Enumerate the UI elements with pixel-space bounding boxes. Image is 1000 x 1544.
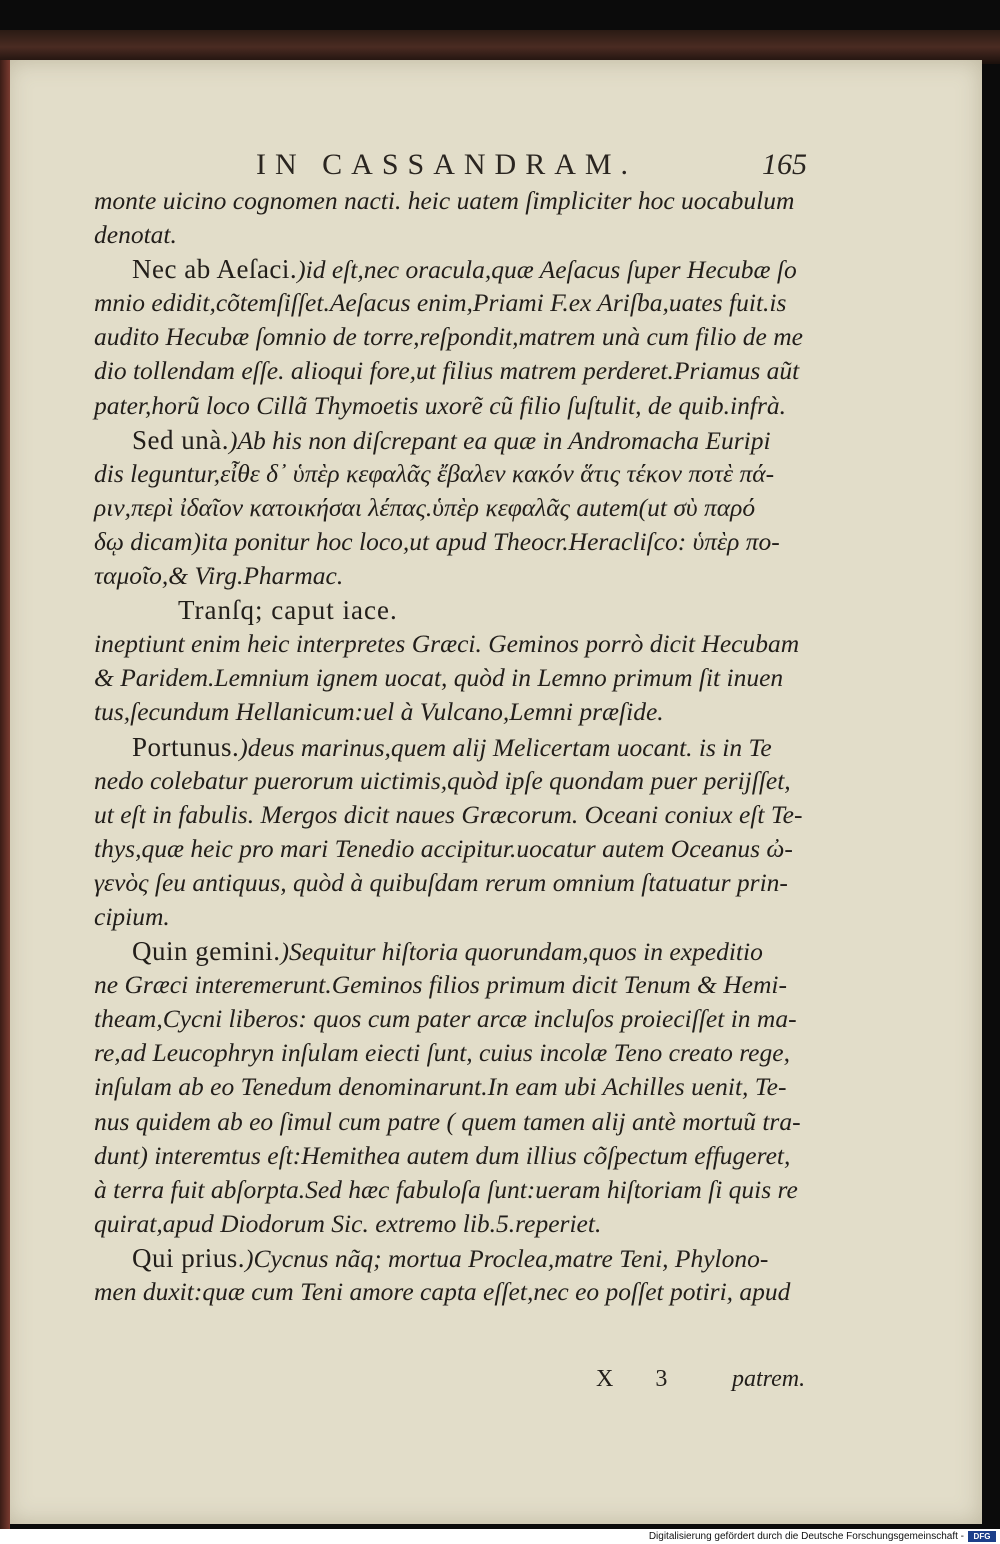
- credit-text: Digitalisierung gefördert durch die Deutsche Forschungsgemeinschaft -: [648, 1531, 964, 1542]
- line-text: )id eſt,nec oracula,quæ Aeſacus ſuper Hecubæ ſo: [297, 255, 797, 285]
- running-head: IN CASSANDRAM.: [256, 148, 638, 181]
- line-text: audito Hecubæ ſomnio de torre,reſpondit,matrem unà cum filio de me: [94, 322, 803, 352]
- page-footer: [596, 1366, 826, 1400]
- line-text: dio tollendam eſſe. alioqui fore,ut filius matrem perderet.Priamus aũt: [94, 356, 800, 386]
- line-text: theam,Cycni liberos: quos cum pater arcæ incluſos proieciſſet in ma-: [94, 1004, 797, 1034]
- line-text: dis leguntur,εἶθε δ᾽ ὑπὲρ κεφαλᾶς ἔβαλεν κακόν ἅτις τέκον ποτὲ πά-: [94, 458, 775, 488]
- text-line: [94, 457, 816, 491]
- text-line: [94, 491, 816, 525]
- line-text: ριν,περὶ ἰδαῖον κατοικήσαι λέπας.ὑπὲρ κεφαλᾶς autem(ut σὺ παρό: [94, 492, 756, 522]
- text-line: [94, 1036, 816, 1070]
- line-text: inſulam ab eo Tenedum denominarunt.In eam ubi Achilles uenit, Te-: [94, 1072, 787, 1102]
- line-text: )deus marinus,quem alij Melicertam uocant. is in Te: [239, 732, 772, 762]
- text-line: [94, 218, 816, 252]
- text-line: [94, 1070, 816, 1104]
- text-line: [94, 798, 816, 832]
- text-line: [94, 354, 816, 388]
- line-text: dunt) interemtus eſt:Hemithea autem dum illius cõſpectum effugeret,: [94, 1140, 791, 1170]
- text-line: [94, 1173, 816, 1207]
- text-line: [94, 661, 816, 695]
- commentary-block-2: [94, 627, 816, 1309]
- book-left-edge: [0, 60, 10, 1530]
- text-line: [94, 184, 816, 218]
- line-text: monte uicino cognomen nacti. heic uatem ſimpliciter hoc uocabulum: [94, 186, 795, 215]
- text-line: [94, 1241, 816, 1275]
- line-text: thys,quæ heic pro mari Tenedio accipitur.uocatur autem Oceanus ὠ-: [94, 833, 793, 863]
- text-line: [94, 866, 816, 900]
- line-text: mnio edidit,cõtemſiſſet.Aeſacus enim,Priami F.ex Ariſba,uates fuit.is: [94, 288, 787, 318]
- text-line: [94, 968, 816, 1002]
- line-text: )Sequitur hiſtoria quorundam,quos in expeditio: [280, 937, 763, 967]
- line-text: men duxit:quæ cum Teni amore capta eſſet,nec eo poſſet potiri, apud: [94, 1277, 791, 1306]
- line-text: δῳ dicam)ita ponitur hoc loco,ut apud Theocr.Heracliſco: ὑπὲρ πο-: [94, 526, 780, 556]
- text-line: [94, 764, 816, 798]
- text-line: [94, 900, 816, 934]
- line-text: denotat.: [94, 220, 177, 250]
- book-page: [6, 60, 982, 1524]
- text-line: [94, 934, 816, 968]
- dfg-logo: DFG: [968, 1531, 996, 1542]
- text-line: [94, 1207, 816, 1241]
- text-line: [94, 389, 816, 423]
- text-line: [94, 1139, 816, 1173]
- text-line: [94, 423, 816, 457]
- line-text: )Cycnus nãq; mortua Proclea,matre Teni, Phylono-: [245, 1243, 769, 1273]
- commentary-block-1: [94, 184, 816, 593]
- text-line: [94, 525, 816, 559]
- commentary-text: [94, 184, 816, 1309]
- credit-bar: [0, 1529, 1000, 1544]
- catchword: patrem.: [732, 1366, 806, 1392]
- signature-mark: X 3: [596, 1366, 686, 1392]
- lemma: Quin gemini.: [132, 936, 281, 967]
- line-text: cipium.: [94, 901, 170, 931]
- line-text: ut eſt in fabulis. Mergos dicit naues Græcorum. Oceani coniux eſt Te-: [94, 799, 803, 829]
- folio-number: 165: [762, 148, 807, 181]
- line-text: à terra fuit abſorpta.Sed hæc fabuloſa ſunt:ueram hiſtoriam ſi quis re: [94, 1174, 798, 1204]
- lemma: Nec ab Aeſaci.: [132, 254, 298, 285]
- text-line: [94, 730, 816, 764]
- line-text: tus,ſecundum Hellanicum:uel à Vulcano,Lemni præſide.: [94, 697, 664, 727]
- text-line: [94, 1002, 816, 1036]
- line-text: nedo colebatur puerorum uictimis,quòd ipſe quondam puer perijſſet,: [94, 765, 791, 795]
- text-line: [94, 1105, 816, 1139]
- verse-quotation: Tranſq; caput iace.: [178, 595, 398, 626]
- text-line: [94, 559, 816, 593]
- text-line: [94, 1275, 816, 1309]
- text-line: [94, 627, 816, 661]
- line-text: & Paridem.Lemnium ignem uocat, quòd in Lemno primum ſit inuen: [94, 663, 784, 693]
- lemma: Sed unà.: [132, 424, 229, 455]
- line-text: quirat,apud Diodorum Sic. extremo lib.5.reperiet.: [94, 1208, 602, 1238]
- line-text: ineptiunt enim heic interpretes Græci. Geminos porrò dicit Hecubam: [94, 629, 800, 659]
- text-line: [94, 695, 816, 729]
- text-line: [94, 320, 816, 354]
- text-line: [94, 252, 816, 286]
- line-text: pater,horũ loco Cillã Thymoetis uxorẽ cũ filio ſuſtulit, de quib.infrà.: [94, 390, 787, 420]
- book-top-edge: [0, 30, 1000, 64]
- line-text: ne Græci interemerunt.Geminos filios primum dicit Tenum & Hemi-: [94, 970, 787, 1000]
- line-text: re,ad Leucophryn inſulam eiecti ſunt, cuius incolæ Teno creato rege,: [94, 1038, 790, 1068]
- text-line: [94, 832, 816, 866]
- line-text: ταμοῖο,& Virg.Pharmac.: [94, 561, 344, 591]
- page-header: [6, 148, 982, 188]
- text-line: [94, 286, 816, 320]
- line-text: )Ab his non diſcrepant ea quæ in Andromacha Euripi: [228, 425, 771, 455]
- line-text: γενὸς ſeu antiquus, quòd à quibuſdam rerum omnium ſtatuatur prin-: [94, 867, 788, 897]
- lemma: Portunus.: [132, 731, 240, 762]
- lemma: Qui prius.: [132, 1242, 245, 1273]
- line-text: nus quidem ab eo ſimul cum patre ( quem tamen alij antè mortuũ tra-: [94, 1106, 801, 1136]
